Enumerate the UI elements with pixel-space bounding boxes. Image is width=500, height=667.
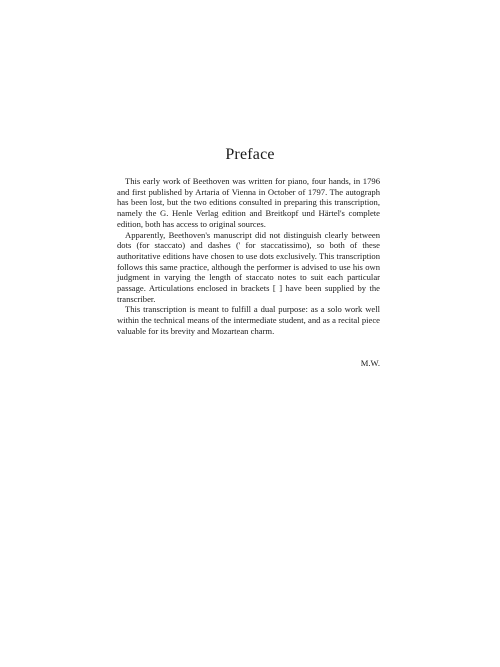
page-title: Preface: [225, 146, 275, 163]
signature: M.W.: [360, 358, 380, 368]
paragraph-3: This transcription is meant to fulfill a dual purpose: as a solo work well within the technical means of the intermediate student, and as a recital piece valuable for its brevity and Mozartean charm.: [117, 304, 380, 336]
paragraph-2: Apparently, Beethoven's manuscript did not distinguish clearly between dots (for staccato) and dashes (' for staccatissimo), so both of these authoritative editions have chosen to use dots exclusively. This transcription follows this same practice, although the performer is advised to use his own judgment in varying the length of staccato notes to suit each particular passage. Articulations enclosed in brackets [ ] have been supplied by the transcriber.: [117, 229, 380, 304]
paragraph-1: This early work of Beethoven was written for piano, four hands, in 1796 and first published by Artaria of Vienna in October of 1797. The autograph has been lost, but the two editions consulted in preparing this transcription, namely the G. Henle Verlag edition and Breitkopf und Härtel's complete edition, both has access to original sources.: [117, 176, 380, 229]
preface-body: [117, 176, 380, 337]
